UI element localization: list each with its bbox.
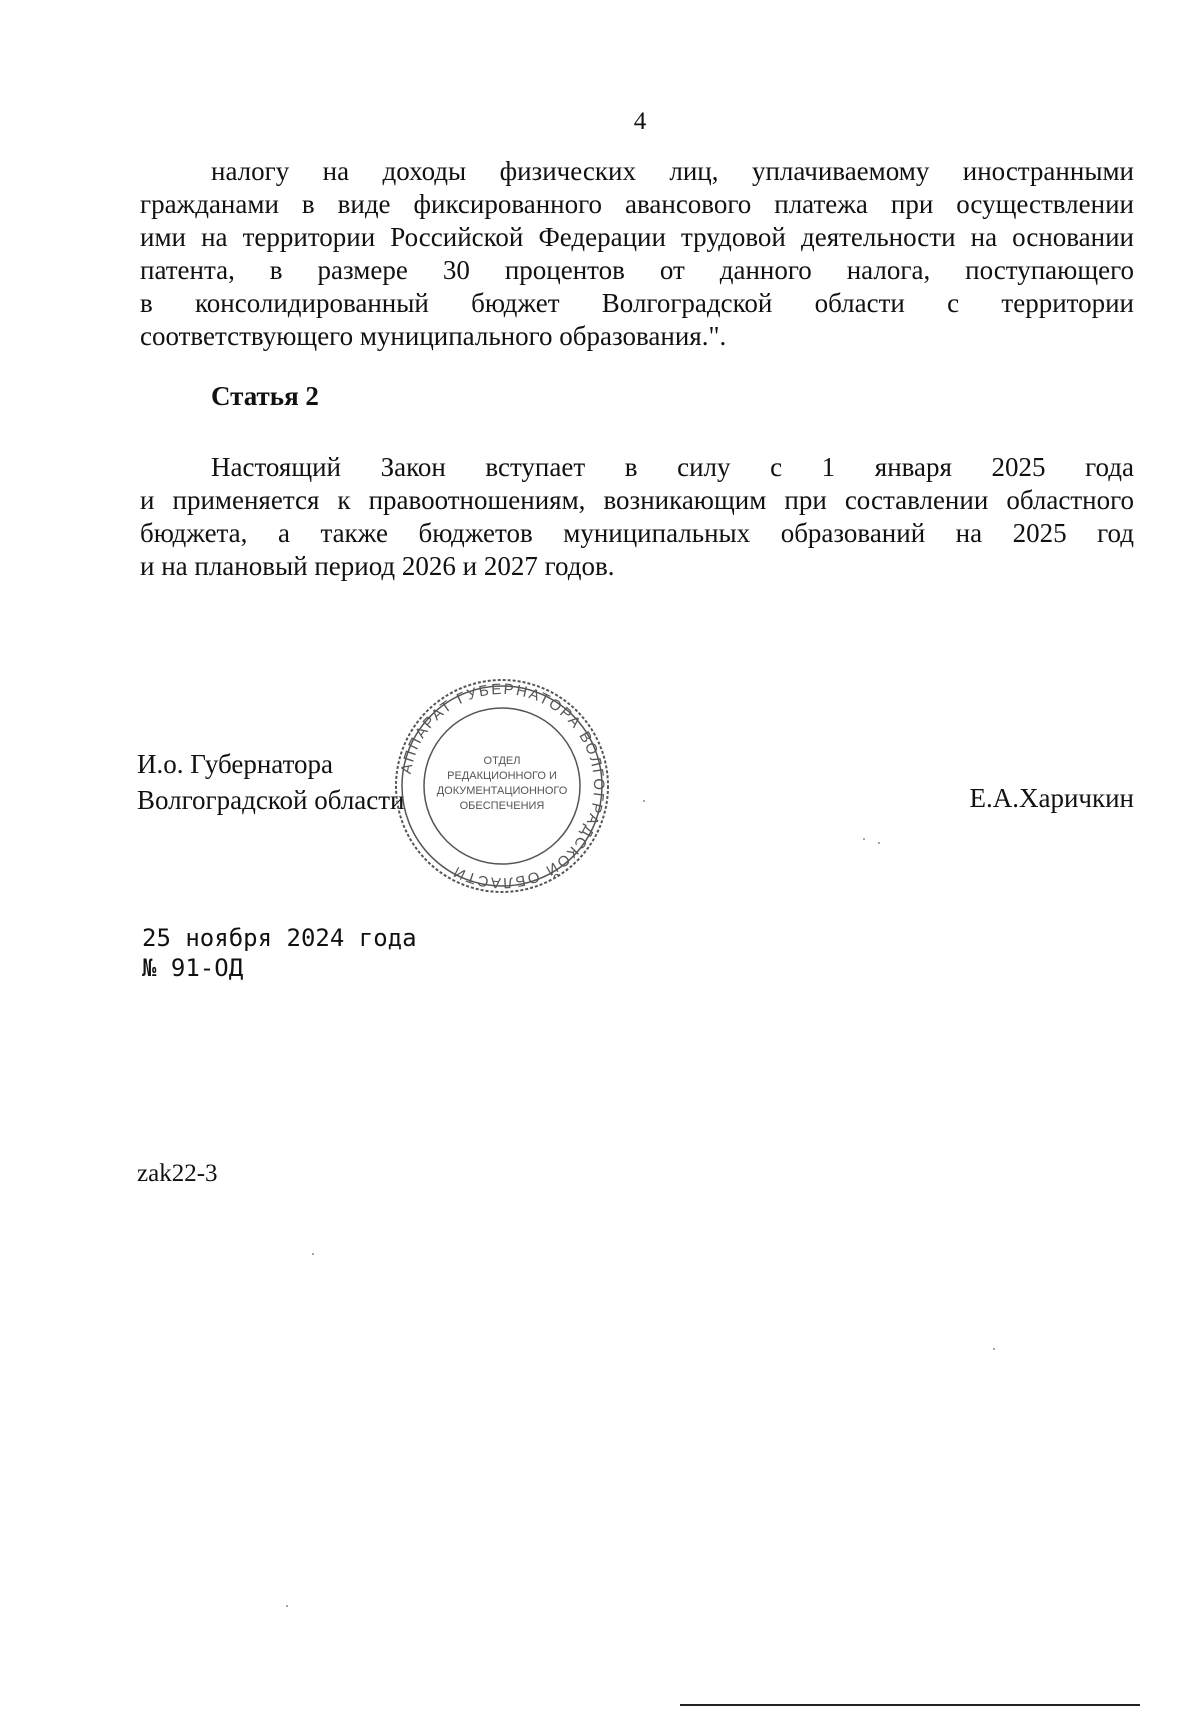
page-number: 4 [633, 108, 647, 135]
seal-inner-line: ОБЕСПЕЧЕНИЯ [459, 800, 545, 812]
paragraph-line: и на плановый период 2026 и 2027 годов. [140, 551, 615, 581]
law-number: № 91-ОД [142, 954, 244, 982]
paragraph-entry-into-force [140, 451, 1134, 583]
paragraph-line: патента, в размере 30 процентов от данного налога, поступающего [140, 255, 1134, 285]
article-heading: Статья 2 [211, 381, 319, 411]
seal-inner-line: ДОКУМЕНТАЦИОННОГО [436, 785, 568, 797]
paragraph-line: ими на территории Российской Федерации трудовой деятельности на основании [140, 222, 1134, 252]
paragraph-line: налогу на доходы физических лиц, уплачиваемому иностранными [211, 156, 1134, 186]
seal-inner-line: ОТДЕЛ [483, 755, 521, 767]
signing-date-block [142, 923, 417, 983]
scan-speck [993, 1348, 995, 1350]
seal-outer-text: АППАРАТ ГУБЕРНАТОРА ВОЛГОГРАДСКОЙ ОБЛАСТИ [397, 680, 608, 892]
scan-speck [286, 1605, 288, 1607]
signatory-position-line-2: Волгоградской области [137, 785, 405, 815]
paragraph-tax-continuation [140, 155, 1134, 353]
paragraph-line: Настоящий Закон вступает в силу с 1 января 2025 года [211, 452, 1134, 482]
paragraph-line: соответствующего муниципального образования.". [140, 321, 727, 351]
scan-speck [878, 842, 880, 844]
document-code: zak22-3 [137, 1160, 218, 1187]
seal-inner-line: РЕДАКЦИОННОГО И [447, 770, 557, 782]
paragraph-line: и применяется к правоотношениям, возникающим при составлении областного [140, 485, 1134, 515]
paragraph-line: бюджета, а также бюджетов муниципальных образований на 2025 год [140, 518, 1134, 548]
scan-edge-line [680, 1704, 1140, 1706]
scan-speck [643, 800, 645, 802]
signatory-name: Е.А.Харичкин [969, 783, 1134, 813]
signing-date: 25 ноября 2024 года [142, 924, 417, 952]
paragraph-line: гражданами в виде фиксированного авансового платежа при осуществлении [140, 189, 1134, 219]
signatory-position [137, 746, 405, 818]
scan-speck [312, 1253, 314, 1255]
signatory-position-line-1: И.о. Губернатора [137, 749, 334, 779]
official-seal [392, 676, 612, 896]
paragraph-line: в консолидированный бюджет Волгоградской области с территории [140, 288, 1134, 318]
scan-speck [863, 838, 865, 840]
